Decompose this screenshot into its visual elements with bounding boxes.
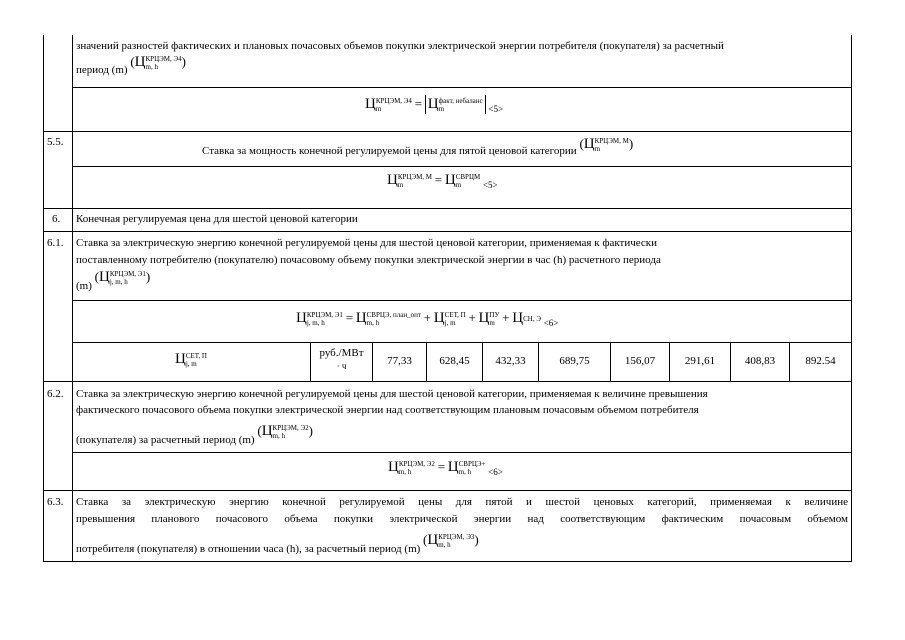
formula-energy-e2: Ц КРЦЭМ, Э2 m, h = Ц СВРЦЭ+ m, h $_{<6>}$ — [388, 459, 503, 477]
row-text: Ставка за электрическую энергию конечной регулируемой цены для пятой и шестой ценовых категорий, применяемая к величине — [76, 496, 848, 508]
row-text: поставленному потребителю (покупателю) почасовому объему покупки электрической энергии в час (h) расчетного периода — [76, 254, 661, 266]
row-divider — [43, 561, 852, 562]
value-cell: 156,07 — [624, 355, 656, 367]
inline-symbol: (Ц КРЦЭМ, Э1 j, m, h ) — [94, 269, 151, 287]
value-cell: 689,75 — [559, 355, 590, 367]
row-text: фактического почасового объема покупки электрической энергии над соответствующим плановым почасовым объемом потребителя — [76, 404, 699, 416]
table-border-right — [851, 35, 852, 562]
value-cell: 77,33 — [387, 355, 412, 367]
formula-power: Ц КРЦЭМ, М m = Ц СВРЦМ m $_{<5>}$ — [387, 172, 498, 190]
footnote-ref: <6> — [543, 318, 559, 328]
row-text: превышения планового почасового объема покупки электрической энергии над соответствующим фактическим почасовым объемом — [76, 513, 848, 525]
row-divider — [72, 452, 852, 453]
row-number: 6.3. — [47, 496, 64, 508]
row-number: 5.5. — [47, 136, 64, 148]
inline-symbol: (Ц КРЦЭМ, Э4 m, h ) — [130, 54, 186, 72]
formula-ee4: Ц КРЦЭМ, Э4 m = Ц факт, небаланс m $_{<5>}$ — [365, 96, 504, 114]
footnote-ref: <5> — [488, 104, 504, 114]
value-cell: 408,83 — [744, 355, 776, 367]
row-text: Ставка за электрическую энергию конечной регулируемой цены для шестой ценовой категории, применяемая к величине превышения — [76, 388, 708, 400]
formula-energy-6: Ц КРЦЭМ, Э1 j, m, h = Ц СВРЦЭ, план_опт m, h + Ц СЕТ, П j, m + Ц ПУ m + Ц СН, Э $_{<6>}$ — [296, 310, 559, 328]
row-divider — [72, 87, 852, 88]
value-cell: 291,61 — [684, 355, 716, 367]
footnote-ref: <5> — [482, 180, 498, 190]
inline-symbol: (Ц КРЦЭМ, М m ) — [579, 136, 634, 154]
row-text: (покупателя) за расчетный период (m) (Ц КРЦЭМ, Э2 m, h ) — [76, 423, 313, 446]
table-border-number-col — [72, 35, 73, 562]
row-divider — [43, 490, 852, 491]
row-divider — [43, 131, 852, 132]
row-divider — [72, 342, 852, 343]
inline-symbol: (Ц КРЦЭМ, Э2 m, h ) — [257, 423, 313, 441]
row-text — [76, 54, 186, 78]
data-row-symbol: Ц СЕТ, П j, m — [175, 351, 207, 369]
row-text: (m) (Ц КРЦЭМ, Э1 j, m, h ) — [76, 269, 151, 292]
row-divider — [43, 381, 852, 382]
row-number: 6. — [52, 213, 61, 225]
footnote-ref: <6> — [488, 467, 503, 477]
inline-symbol: (Ц КРЦЭМ, Э3 m, h ) — [423, 532, 479, 550]
row-divider — [43, 208, 852, 209]
value-cell: 432,33 — [495, 355, 526, 367]
value-cell: 892.54 — [805, 355, 836, 367]
row-text: потребителя (покупателя) в отношении часа (h), за расчетный период (m) (Ц КРЦЭМ, Э3 m, h ) — [76, 532, 479, 555]
row-number: 6.2. — [47, 388, 64, 400]
row-text: значений разностей фактических и плановых почасовых объемов покупки электрической энергии потребителя (покупателя) за расчетный — [76, 40, 724, 52]
unit-cell: руб./МВт · ч — [319, 347, 364, 371]
row-6-description: Конечная регулируемая цена для шестой ценовой категории — [76, 213, 358, 225]
row-divider — [43, 231, 852, 232]
row-text: Ставка за электрическую энергию конечной регулируемой цены для шестой ценовой категории, применяемая к фактически — [76, 237, 658, 249]
row-number: 6.1. — [47, 237, 64, 249]
value-cell: 628,45 — [439, 355, 470, 367]
table-border-left — [43, 35, 44, 562]
row-divider — [72, 300, 852, 301]
row-divider — [72, 166, 852, 167]
row-55-description: Ставка за мощность конечной регулируемой цены для пятой ценовой категории (Ц КРЦЭМ, М m ) — [202, 136, 634, 157]
row-text-tail: период (m) — [76, 64, 128, 76]
